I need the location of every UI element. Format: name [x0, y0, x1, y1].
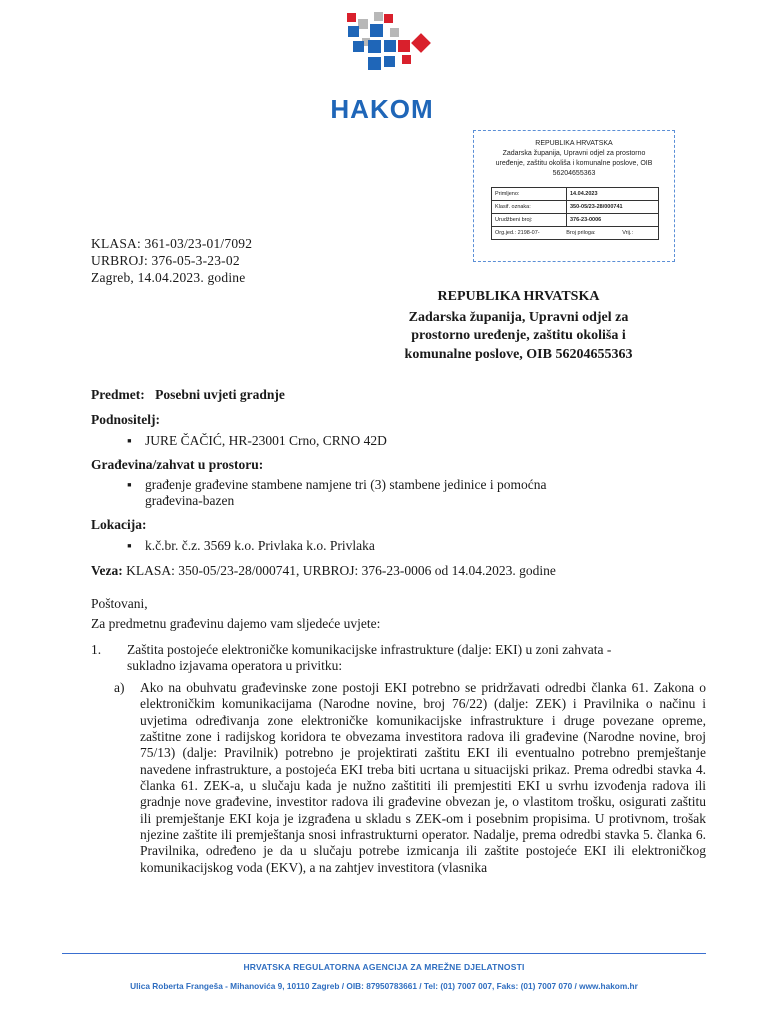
bullet-icon: ▪	[127, 477, 132, 492]
stamp-org: Org.jed.: 2198-07-	[495, 230, 540, 236]
stamp-line-3: uređenje, zaštitu okoliša i komunalne poslove, OIB	[495, 160, 653, 167]
stamp-line-2: Zadarska županija, Upravni odjel za prostorno	[502, 150, 646, 157]
recipient-line-1: Zadarska županija, Upravni odjel za	[408, 309, 629, 325]
stamp-line-1: REPUBLIKA HRVATSKA	[535, 140, 613, 147]
stamp-header	[474, 139, 674, 179]
point-1-number: 1.	[91, 642, 102, 657]
stamp-row	[492, 227, 659, 240]
point-1-line-1: Zaštita postojeće elektroničke komunikacijske infrastrukture (dalje: EKI) u zoni zahvata -	[127, 642, 612, 657]
stamp-table	[491, 187, 659, 240]
applicant-value: JURE ČAČIĆ, HR-23001 Crno, CRNO 42D	[145, 433, 387, 448]
received-stamp	[473, 130, 675, 262]
intro-text: Za predmetnu građevinu dajemo vam sljedeće uvjete:	[91, 616, 381, 631]
building-label: Građevina/zahvat u prostoru:	[91, 457, 264, 472]
subject-line	[91, 387, 285, 403]
footer-organization: HRVATSKA REGULATORNA AGENCIJA ZA MREŽNE DJELATNOSTI	[243, 962, 525, 972]
building-value-line-2: građevina-bazen	[145, 493, 235, 509]
logo-text: HAKOM	[330, 94, 434, 122]
stamp-value: 376-23-0006	[567, 214, 659, 227]
applicant-label: Podnositelj:	[91, 412, 160, 427]
stamp-label: Primljeno:	[492, 188, 567, 201]
bullet-icon: ▪	[127, 433, 132, 448]
point-1-line-2: sukladno izjavama operatora u privitku:	[127, 658, 343, 673]
stamp-value: 14.04.2023	[567, 188, 659, 201]
stamp-row	[492, 188, 659, 201]
stamp-row	[492, 214, 659, 227]
recipient-line-3: komunalne poslove, OIB 56204655363	[404, 346, 633, 362]
building-value-line-1: građenje građevine stambene namjene tri (3) stambene jedinice i pomoćna	[145, 477, 547, 492]
urbroj: URBROJ: 376-05-3-23-02	[91, 253, 240, 268]
subject-label: Predmet:	[91, 387, 145, 402]
point-a-label: a)	[114, 680, 125, 695]
footer-address: Ulica Roberta Frangeša - Mihanovića 9, 10110 Zagreb / OIB: 87950783661 / Tel: (01) 7007 007, Faks: (01) 7007 070 / www.hakom.hr	[130, 981, 638, 991]
hakom-logo	[322, 10, 442, 122]
stamp-last-row	[492, 227, 659, 240]
stamp-label: Urudžbeni broj:	[492, 214, 567, 227]
logo-mosaic	[347, 12, 431, 70]
bullet-icon: ▪	[127, 538, 132, 553]
recipient-line-2: prostorno uređenje, zaštitu okoliša i	[411, 328, 626, 343]
point-a-paragraph: Ako na obuhvatu građevinske zone postoji EKI potrebno se pridržavati odredbi članka 61. Zakona o elektroničkim komunikacijama (Narodne novine, broj 76/22) (dalje: ZEK) i Pravilnika o načinu i uvjetima određivanja zone elektroničke komunikacijske infrastrukture i druge povezane opreme, zaštitne zone i radijskog koridora te obvezama investitora radova ili građevine (Narodne novine, broj 75/13) (dalje: Pravilnik) potrebno je projektirati zaštitu EKI ili eventualno potrebno premještanje navedene infrastrukture, a postojeća EKI treba biti ucrtana u situacijski prikaz. Prema odredbi stavka 4. članka 61. ZEK-a, u slučaju kada je nužno zaštititi ili premjestiti EKI u svrhu izvođenja radova ili gradnje nove građevine, investitor radova ili građevine obvezan je, o vlastitom trošku, osigurati zaštitu ili premještanje EKI koja je izgrađena u skladu s ZEK-om i posebnim propisima. U protivnom, trošak njezine zaštite ili premještanja snosi infrastrukturni operator. Nadalje, prema odredbi stavka 5. članka 6. Pravilnika, određeno je da u slučaju potrebe izmicanja ili zaštite postojeće EKI ili elektroničkog komunikacijskog voda (EKV), a na zahtjev investitora (vlasnika	[140, 680, 706, 875]
greeting: Poštovani,	[91, 596, 148, 611]
recipient-block	[380, 288, 657, 364]
subject-value: Posebni uvjeti gradnje	[155, 387, 285, 402]
reference-line	[91, 563, 556, 579]
recipient-title: REPUBLIKA HRVATSKA	[437, 289, 600, 304]
reference-label: Veza:	[91, 563, 123, 578]
reference-block	[91, 235, 252, 286]
klasa: KLASA: 361-03/23-01/7092	[91, 236, 253, 251]
location-label: Lokacija:	[91, 517, 147, 532]
stamp-label: Klasif. oznaka:	[492, 201, 567, 214]
stamp-value: 350-05/23-28/000741	[567, 201, 659, 214]
reference-value: KLASA: 350-05/23-28/000741, URBROJ: 376-23-0006 od 14.04.2023. godine	[126, 563, 556, 578]
date-line: Zagreb, 14.04.2023. godine	[91, 270, 246, 285]
footer-divider	[62, 953, 706, 954]
stamp-line-4: 56204655363	[552, 170, 596, 177]
stamp-value-field: Vrij.:	[622, 230, 633, 236]
stamp-attachments: Broj priloga:	[566, 230, 596, 236]
stamp-row	[492, 201, 659, 214]
location-value: k.č.br. č.z. 3569 k.o. Privlaka k.o. Privlaka	[145, 538, 375, 553]
